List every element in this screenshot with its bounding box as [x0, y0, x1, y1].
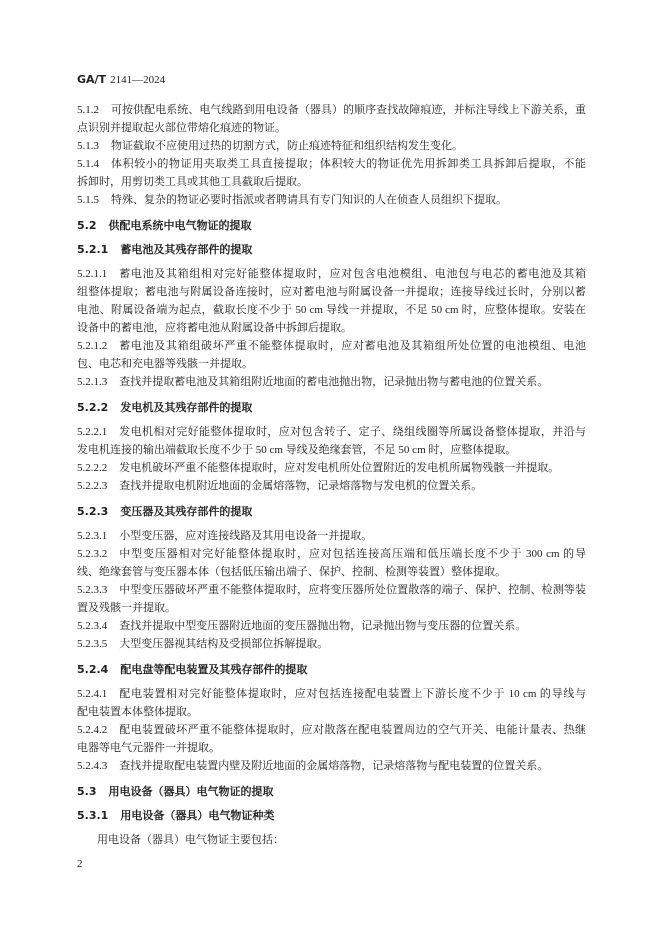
clause-number: 5.2.2.2 [77, 462, 108, 474]
clause-text: 查找并提取电机附近地面的金属熔落物，记录熔落物与发电机的位置关系。 [119, 480, 483, 492]
heading-5-3-1 [77, 807, 586, 825]
clause-text: 小型变压器，应对连接线路及其用电设备一并提取。 [119, 530, 373, 542]
clause-number: 5.2.4.3 [77, 760, 108, 772]
clause-text: 查找并提取蓄电池及其箱组附近地面的蓄电池抛出物，记录抛出物与蓄电池的位置关系。 [119, 376, 549, 388]
clause-number: 5.1.2 [77, 104, 99, 116]
clause-text: 配电装置破坏严重不能整体提取时，应对散落在配电装置周边的空气开关、电能计量表、热继 [119, 724, 586, 736]
clause-5-2-3-2 [77, 545, 586, 581]
clause-5-1-4 [77, 155, 586, 191]
clause-5-2-1-3 [77, 373, 586, 391]
clause-5-2-3-1 [77, 527, 586, 545]
clause-5-2-3-3 [77, 581, 586, 617]
clause-5-1-5 [77, 191, 586, 209]
heading-5-2-4 [77, 661, 586, 679]
heading-number: 5.2.1 [77, 243, 109, 256]
clause-text: 蓄电池及其箱组破坏严重不能整体提取时，应对蓄电池及其箱组所处位置的电池模组、电池 [119, 340, 586, 352]
clause-number: 5.2.3.4 [77, 620, 108, 632]
standard-code: GA/T [77, 73, 107, 86]
clause-5-2-2-1 [77, 423, 586, 459]
clause-text: 大型变压器视其结构及受损部位拆解提取。 [119, 638, 329, 650]
clause-line: 电池、附属设备端为起点，截取长度不少于 50 cm 导线一并提取，不足 50 cm 时，应整体提取。安装在 [77, 304, 586, 316]
heading-number: 5.3 [77, 785, 97, 798]
clause-number: 5.2.3.3 [77, 584, 108, 596]
clause-first-line [77, 337, 586, 355]
clause-line: 配电装置本体整体提取。 [77, 706, 198, 718]
clause-text: 中型变压器相对完好能整体提取时，应对包括连接高压端和低压端长度不少于 300 cm 的导 [119, 548, 586, 560]
clause-line: 电器等电气元器件一并提取。 [77, 742, 220, 754]
heading-5-2-2 [77, 399, 586, 417]
heading-number: 5.2.3 [77, 505, 109, 518]
clause-text: 蓄电池及其箱组相对完好能整体提取时，应对包含电池模组、电池包与电芯的蓄电池及其箱 [119, 268, 586, 280]
clause-number: 5.1.4 [77, 158, 99, 170]
clause-number: 5.2.3.2 [77, 548, 108, 560]
heading-title: 供配电系统中电气物证的提取 [108, 219, 252, 232]
clause-line: 发电机连接的输出端截取长度不少于 50 cm 导线及绝缘套管，不足 50 cm 时，应整体提取。 [77, 444, 517, 456]
heading-number: 5.2 [77, 219, 97, 232]
clause-5-2-3-5 [77, 635, 586, 653]
clause-number: 5.2.4.1 [77, 688, 108, 700]
clause-5-1-3 [77, 137, 586, 155]
clause-number: 5.2.1.3 [77, 376, 108, 388]
clause-5-2-2-2 [77, 459, 586, 477]
clause-text: 中型变压器破坏严重不能整体提取时，应将变压器所处位置散落的端子、保护、控制、检测等装 [119, 584, 586, 596]
clause-line: 点识别并提取起火部位带熔化痕迹的物证。 [77, 122, 286, 134]
paragraph-intro: 用电设备（器具）电气物证主要包括： [97, 834, 284, 846]
clause-number: 5.2.4.2 [77, 724, 108, 736]
clause-5-2-4-1 [77, 685, 586, 721]
clause-number: 5.2.2.1 [77, 426, 108, 438]
clause-text: 可按供配电系统、电气线路到用电设备（器具）的顺序查找故障痕迹，并标注导线上下游关系，重 [111, 104, 586, 116]
clause-text: 发电机破坏严重不能整体提取时，应对发电机所处位置附近的发电机所属物残骸一并提取。 [119, 462, 560, 474]
heading-number: 5.2.2 [77, 401, 109, 414]
clause-5-2-4-3 [77, 757, 586, 775]
standard-number: 2141—2024 [110, 74, 166, 86]
clause-text: 配电装置相对完好能整体提取时，应对包括连接配电装置上下游长度不少于 10 cm 的导线与 [119, 688, 586, 700]
heading-5-2-3 [77, 503, 586, 521]
clause-line: 包、电芯和充电器等残骸一并提取。 [77, 358, 253, 370]
heading-number: 5.2.4 [77, 663, 109, 676]
clause-first-line [77, 721, 586, 739]
clause-line: 设备中的蓄电池，应将蓄电池从附属设备中拆卸后提取。 [77, 322, 352, 334]
heading-title: 配电盘等配电装置及其残存部件的提取 [120, 663, 308, 676]
clause-line: 线、绝缘套管与变压器本体（包括低压输出端子、保护、控制、检测等装置）整体提取。 [77, 566, 506, 578]
clause-number: 5.2.3.5 [77, 638, 108, 650]
clause-text: 查找并提取配电装置内壁及附近地面的金属熔落物，记录熔落物与配电装置的位置关系。 [119, 760, 549, 772]
clause-number: 5.2.1.2 [77, 340, 108, 352]
heading-title: 发电机及其残存部件的提取 [120, 401, 253, 414]
clause-text: 物证截取不应使用过热的切割方式，防止痕迹特征和组织结构发生变化。 [111, 140, 463, 152]
clause-line: 组整体提取；蓄电池与附属设备连接时，应对蓄电池与附属设备一并提取；连接导线过长时，分别以蓄 [77, 286, 586, 298]
document-body [77, 101, 586, 849]
clause-first-line [77, 685, 586, 703]
clause-5-2-1-1 [77, 265, 586, 337]
clause-line: 拆卸时，用剪切类工具或其他工具截取后提取。 [77, 176, 308, 188]
page-number: 2 [77, 858, 83, 870]
running-header [77, 71, 165, 89]
heading-title: 用电设备（器具）电气物证的提取 [108, 785, 274, 798]
clause-text: 体积较小的物证用夹取类工具直接提取；体积较大的物证优先用拆卸类工具拆卸后提取，不能 [111, 158, 586, 170]
heading-5-2-1 [77, 241, 586, 259]
heading-title: 用电设备（器具）电气物证种类 [120, 809, 275, 822]
clause-line: 置及残骸一并提取。 [77, 602, 176, 614]
clause-5-2-3-4 [77, 617, 586, 635]
clause-text: 查找并提取中型变压器附近地面的变压器抛出物，记录抛出物与变压器的位置关系。 [119, 620, 527, 632]
clause-number: 5.1.3 [77, 140, 99, 152]
clause-first-line [77, 155, 586, 173]
heading-title: 变压器及其残存部件的提取 [120, 505, 253, 518]
clause-text: 特殊、复杂的物证必要时指派或者聘请具有专门知识的人在侦查人员组织下提取。 [111, 194, 507, 206]
clause-first-line [77, 545, 586, 563]
clause-first-line [77, 581, 586, 599]
clause-number: 5.1.5 [77, 194, 99, 206]
heading-5-2 [77, 217, 586, 235]
clause-number: 5.2.2.3 [77, 480, 108, 492]
clause-number: 5.2.1.1 [77, 268, 108, 280]
clause-5-1-2 [77, 101, 586, 137]
clause-5-2-4-2 [77, 721, 586, 757]
clause-5-2-1-2 [77, 337, 586, 373]
clause-number: 5.2.3.1 [77, 530, 108, 542]
heading-5-3 [77, 783, 586, 801]
clause-first-line [77, 265, 586, 283]
clause-5-2-2-3 [77, 477, 586, 495]
clause-text: 发电机相对完好能整体提取时，应对包含转子、定子、绕组线圈等所属设备整体提取，并沿与 [119, 426, 586, 438]
clause-first-line [77, 423, 586, 441]
heading-number: 5.3.1 [77, 809, 109, 822]
heading-title: 蓄电池及其残存部件的提取 [120, 243, 253, 256]
clause-first-line [77, 101, 586, 119]
